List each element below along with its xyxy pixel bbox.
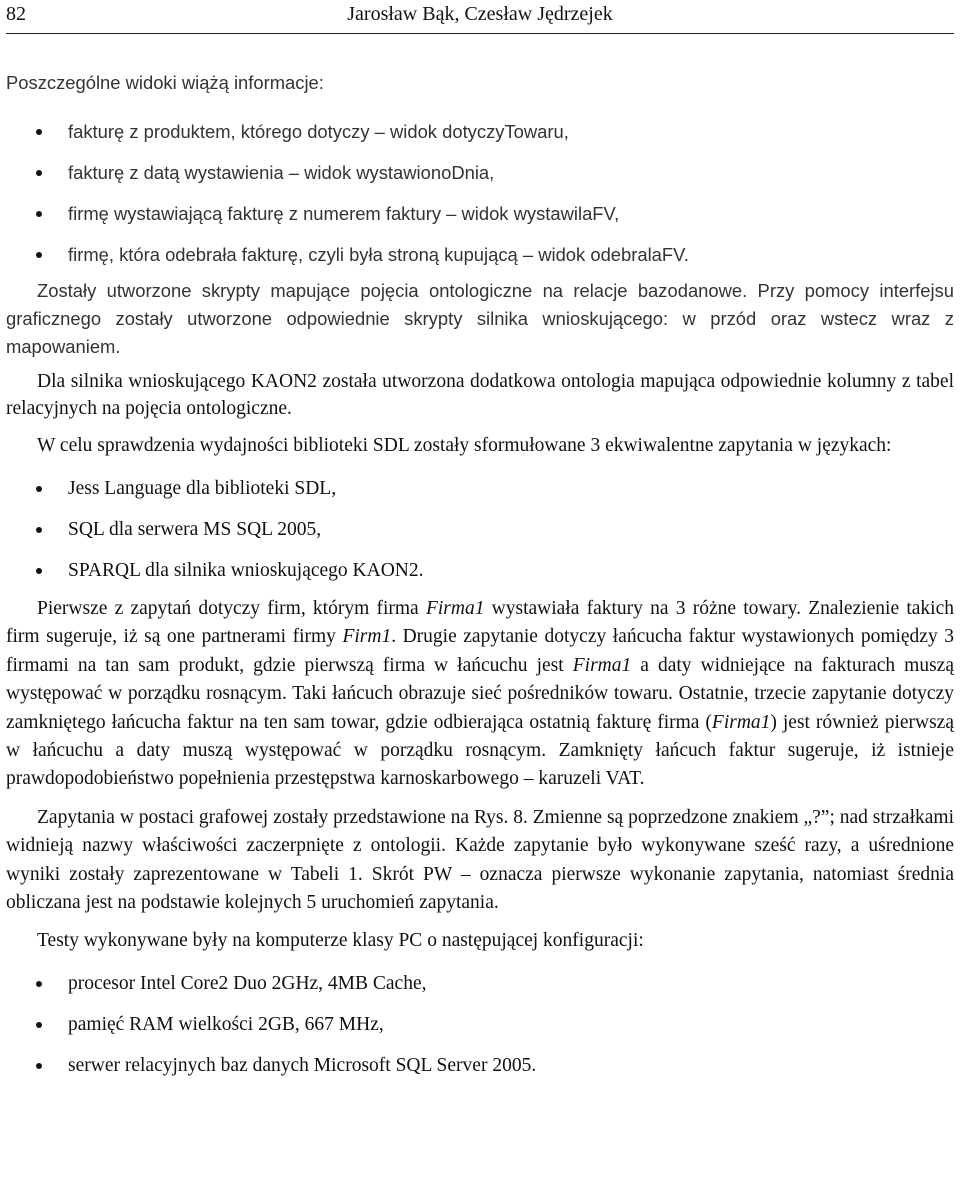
list-item: serwer relacyjnych baz danych Microsoft SQL Server 2005. <box>6 1045 954 1086</box>
languages-list <box>6 468 954 591</box>
text-run: . Drugie zapytanie dotyczy łańcucha faktur wystawionych pomiędzy 3 firmami na tan sam produkt, gdzie pierwszą firma w łańcuchu jest <box>6 626 954 676</box>
running-header-authors: Jarosław Bąk, Czesław Jędrzejek <box>347 3 613 25</box>
list-item: procesor Intel Core2 Duo 2GHz, 4MB Cache, <box>6 963 954 1004</box>
list-item: SQL dla serwera MS SQL 2005, <box>6 509 954 550</box>
italic-term: Firma1 <box>572 654 632 676</box>
list-item: SPARQL dla silnika wnioskującego KAON2. <box>6 550 954 591</box>
text-run: Pierwsze z zapytań dotyczy firm, którym firma <box>37 598 426 619</box>
paragraph: Zapytania w postaci grafowej zostały przedstawione na Rys. 8. Zmienne są poprzedzone znakiem „?”; nad strzałkami widnieją nazwy właściwości zaczerpnięte z ontologii. Każde zapytanie było wykonywane sześć razy, a uśrednione wyniki zostały zaprezentowane w Tabeli 1. Skrót PW – oznacza pierwsze wykonanie zapytania, natomiast średnia obliczana jest na podstawie kolejnych 5 uruchomień zapytania. <box>6 806 954 914</box>
views-list <box>6 111 954 275</box>
italic-term: Firm1 <box>342 626 392 648</box>
body-section <box>6 368 954 1086</box>
page-number: 82 <box>6 3 26 25</box>
views-section <box>6 68 954 361</box>
list-item: fakturę z datą wystawienia – widok wystawionoDnia, <box>6 152 954 193</box>
views-intro: Poszczególne widoki wiążą informacje: <box>6 72 324 93</box>
text-run: wystawiała faktury na 3 różne towary. Znalezienie takich firm sugeruje, iż są one partnerami firmy <box>6 598 954 648</box>
text-run: a daty widniejące na fakturach muszą występować w porządku rosnącym. Taki łańcuch obrazuje sieć pośredników towaru. Ostatnie, trzecie zapytanie dotyczy zamkniętego łańcucha faktur na ten sam towar, gdzie odbierająca ostatnią fakturę firma ( <box>6 654 954 733</box>
paragraph: Testy wykonywane były na komputerze klasy PC o następującej konfiguracji: <box>37 930 644 952</box>
page <box>6 0 954 1077</box>
list-item: firmę, która odebrała fakturę, czyli była stroną kupującą – widok odebralaFV. <box>6 234 954 275</box>
list-item: pamięć RAM wielkości 2GB, 667 MHz, <box>6 1004 954 1045</box>
paragraph-queries <box>6 595 954 794</box>
list-item: Jess Language dla biblioteki SDL, <box>6 468 954 509</box>
running-header <box>6 0 954 30</box>
paragraph: Dla silnika wnioskującego KAON2 została utworzona dodatkowa ontologia mapująca odpowiednie kolumny z tabel relacyjnych na pojęcia ontologiczne. <box>6 371 954 419</box>
italic-term: Firma1 <box>425 598 485 619</box>
paragraph: Zostały utworzone skrypty mapujące pojęcia ontologiczne na relacje bazodanowe. Przy pomocy interfejsu graficznego zostały utworzone odpowiednie skrypty silnika wnioskującego: w przód oraz wstecz wraz z mapowaniem. <box>6 280 954 357</box>
header-rule <box>6 33 954 34</box>
list-item: firmę wystawiającą fakturę z numerem faktury – widok wystawilaFV, <box>6 193 954 234</box>
list-item: fakturę z produktem, którego dotyczy – widok dotyczyTowaru, <box>6 111 954 152</box>
text-run: ) jest również pierwszą w łańcuchu a daty muszą występować w porządku rosnącym. Zamknięty łańcuch faktur sugeruje, iż istnieje prawdopodobieństwo popełnienia przestępstwa karnoskarbowego – karuzeli VAT. <box>6 711 954 790</box>
italic-term: Firma1 <box>711 711 771 733</box>
paragraph: W celu sprawdzenia wydajności biblioteki SDL zostały sformułowane 3 ekwiwalentne zapytania w językach: <box>37 435 892 456</box>
config-list <box>6 963 954 1086</box>
